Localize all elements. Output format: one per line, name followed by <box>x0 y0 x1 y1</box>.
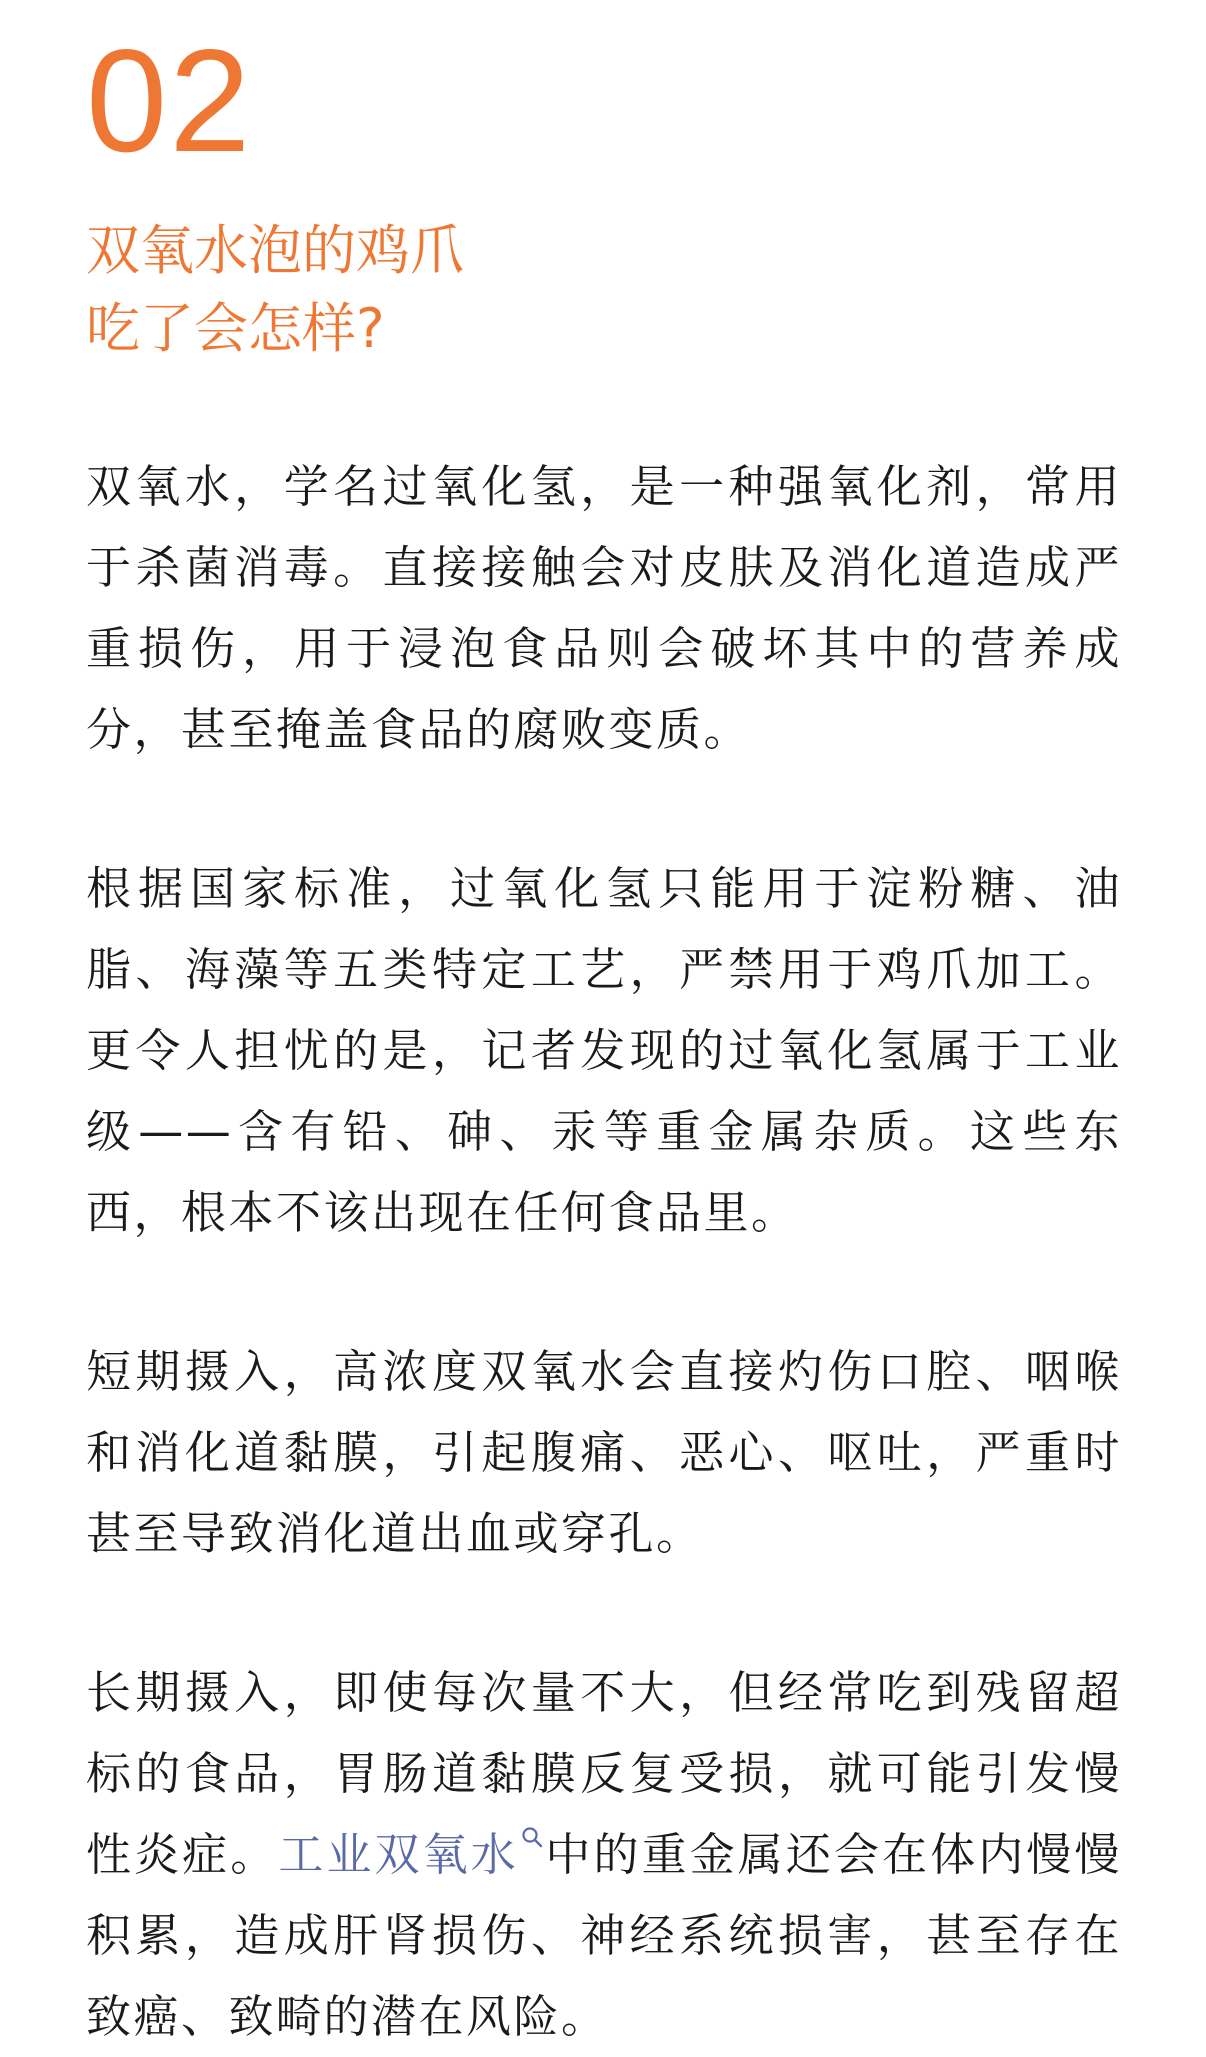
paragraph-4-before: 长期摄入，即使每次量不大，但经常吃到残留超标的食品，胃肠道黏膜反复受损，就可能引发慢性炎症。 <box>86 1666 1122 1881</box>
article-body <box>86 446 1122 2057</box>
paragraph-3: 短期摄入，高浓度双氧水会直接灼伤口腔、咽喉和消化道黏膜，引起腹痛、恶心、呕吐，严重时甚至导致消化道出血或穿孔。 <box>86 1345 1122 1560</box>
section-title <box>86 212 1122 368</box>
keyword-search-link[interactable] <box>278 1828 544 1881</box>
keyword-link-text[interactable]: 工业双氧水 <box>278 1828 519 1881</box>
search-icon[interactable] <box>521 1826 543 1848</box>
paragraph-4 <box>86 1652 1122 2057</box>
paragraph-1: 双氧水，学名过氧化氢，是一种强氧化剂，常用于杀菌消毒。直接接触会对皮肤及消化道造成严重损伤，用于浸泡食品则会破坏其中的营养成分，甚至掩盖食品的腐败变质。 <box>86 460 1122 756</box>
section-number: 02 <box>86 19 253 182</box>
paragraph-4-after: 中的重金属还会在体内慢慢积累，造成肝肾损伤、神经系统损害，甚至存在致癌、致畸的潜在风险。 <box>86 1828 1122 2043</box>
paragraph-2: 根据国家标准，过氧化氢只能用于淀粉糖、油脂、海藻等五类特定工艺，严禁用于鸡爪加工。更令人担忧的是，记者发现的过氧化氢属于工业级——含有铅、砷、汞等重金属杂质。这些东西，根本不该出现在任何食品里。 <box>86 862 1122 1239</box>
section-title-line-2: 吃了会怎样? <box>86 297 385 360</box>
section-title-line-1: 双氧水泡的鸡爪 <box>86 219 464 282</box>
